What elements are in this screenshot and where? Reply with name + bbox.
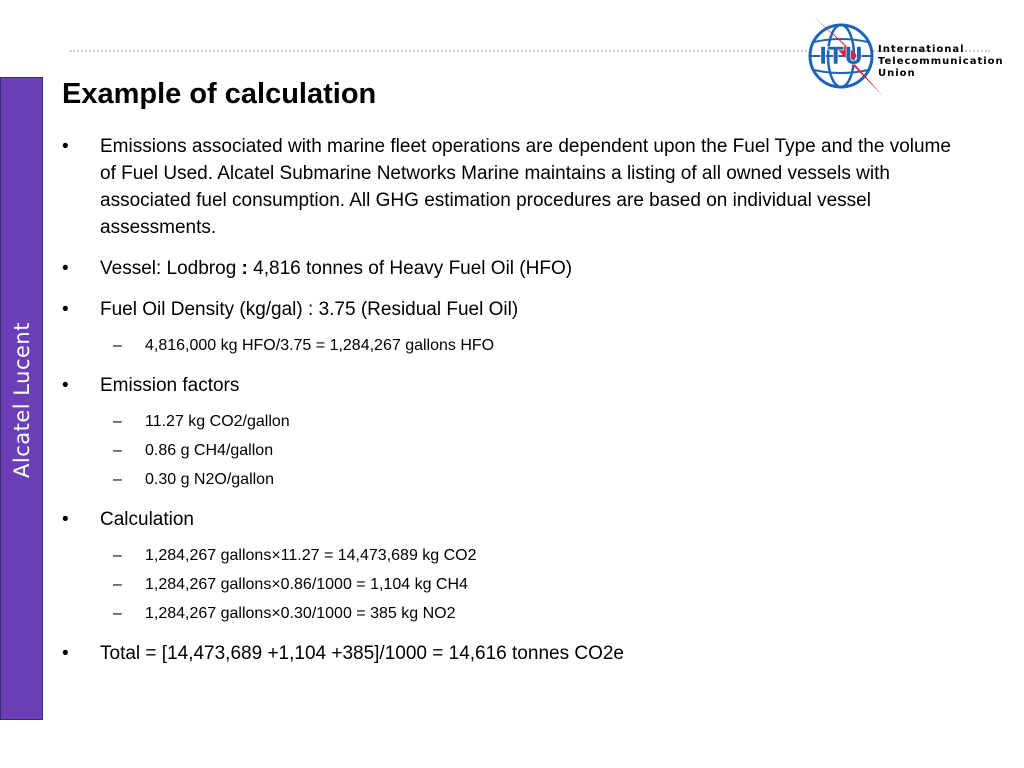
bullet-vessel [62,255,972,282]
side-band-label: Alcatel Lucent [10,322,34,478]
sub-item-text: 0.30 g N2O/gallon [145,471,274,488]
bullet-text: 4,816 tonnes of Heavy Fuel Oil (HFO) [247,258,573,279]
dash-mark: – [113,576,122,593]
sub-item-text: 1,284,267 gallons×0.30/1000 = 385 kg NO2 [145,605,456,622]
bullet-mark: • [62,643,69,664]
dash-mark: – [113,471,122,488]
dash-mark: – [113,413,122,430]
slide-body [62,133,972,681]
itu-logo-wordmark [878,44,1004,80]
sub-item [62,331,972,360]
dash-mark: – [113,442,122,459]
bullet-emissions-intro [62,133,972,241]
sub-item-text: 1,284,267 gallons×0.86/1000 = 1,104 kg CH4 [145,576,468,593]
dash-mark: – [113,605,122,622]
bullet-mark: • [62,509,69,530]
bullet-total [62,640,972,667]
sub-list-emission-factors [62,407,972,494]
bullet-text: Emission factors [100,375,240,396]
sub-item-text: 4,816,000 kg HFO/3.75 = 1,284,267 gallons HFO [145,337,495,354]
sub-item [62,465,972,494]
dash-mark: – [113,547,122,564]
bullet-text: Emissions associated with marine fleet operations are dependent upon the Fuel Type and the volume of Fuel Used. Alcatel Submarine Networks Marine maintains a listing of all owned vessels with associated fuel consumption. All GHG estimation procedures are based on individual vessel assessments. [100,136,951,238]
itu-logo-line: Telecommunication [878,56,1004,67]
sub-item [62,407,972,436]
dash-mark: – [113,337,122,354]
sub-item [62,570,972,599]
slide-title: Example of calculation [62,78,377,110]
bullet-text-bold: : [241,258,248,279]
sub-list-fuel-density [62,331,972,360]
bullet-emission-factors [62,372,972,399]
sub-list-calculation [62,541,972,628]
sub-item [62,541,972,570]
sub-item [62,436,972,465]
bullet-calculation [62,506,972,533]
bullet-mark: • [62,299,69,320]
bullet-text: Total = [14,473,689 +1,104 +385]/1000 = 14,616 tonnes CO2e [100,643,624,664]
bullet-mark: • [62,375,69,396]
itu-logo-line: International [878,44,965,55]
sub-item-text: 0.86 g CH4/gallon [145,442,274,459]
itu-logo-mark: ITU [818,42,864,70]
sub-item [62,599,972,628]
bullet-fuel-density [62,296,972,323]
bullet-text: Fuel Oil Density (kg/gal) : 3.75 (Residual Fuel Oil) [100,299,519,320]
sub-item-text: 1,284,267 gallons×11.27 = 14,473,689 kg CO2 [145,547,477,564]
itu-logo-line: Union [878,68,916,79]
sub-item-text: 11.27 kg CO2/gallon [145,413,290,430]
bullet-text: Calculation [100,509,194,530]
bullet-mark: • [62,258,69,279]
bullet-text: Vessel: Lodbrog [100,258,242,279]
bullet-mark: • [62,136,69,157]
